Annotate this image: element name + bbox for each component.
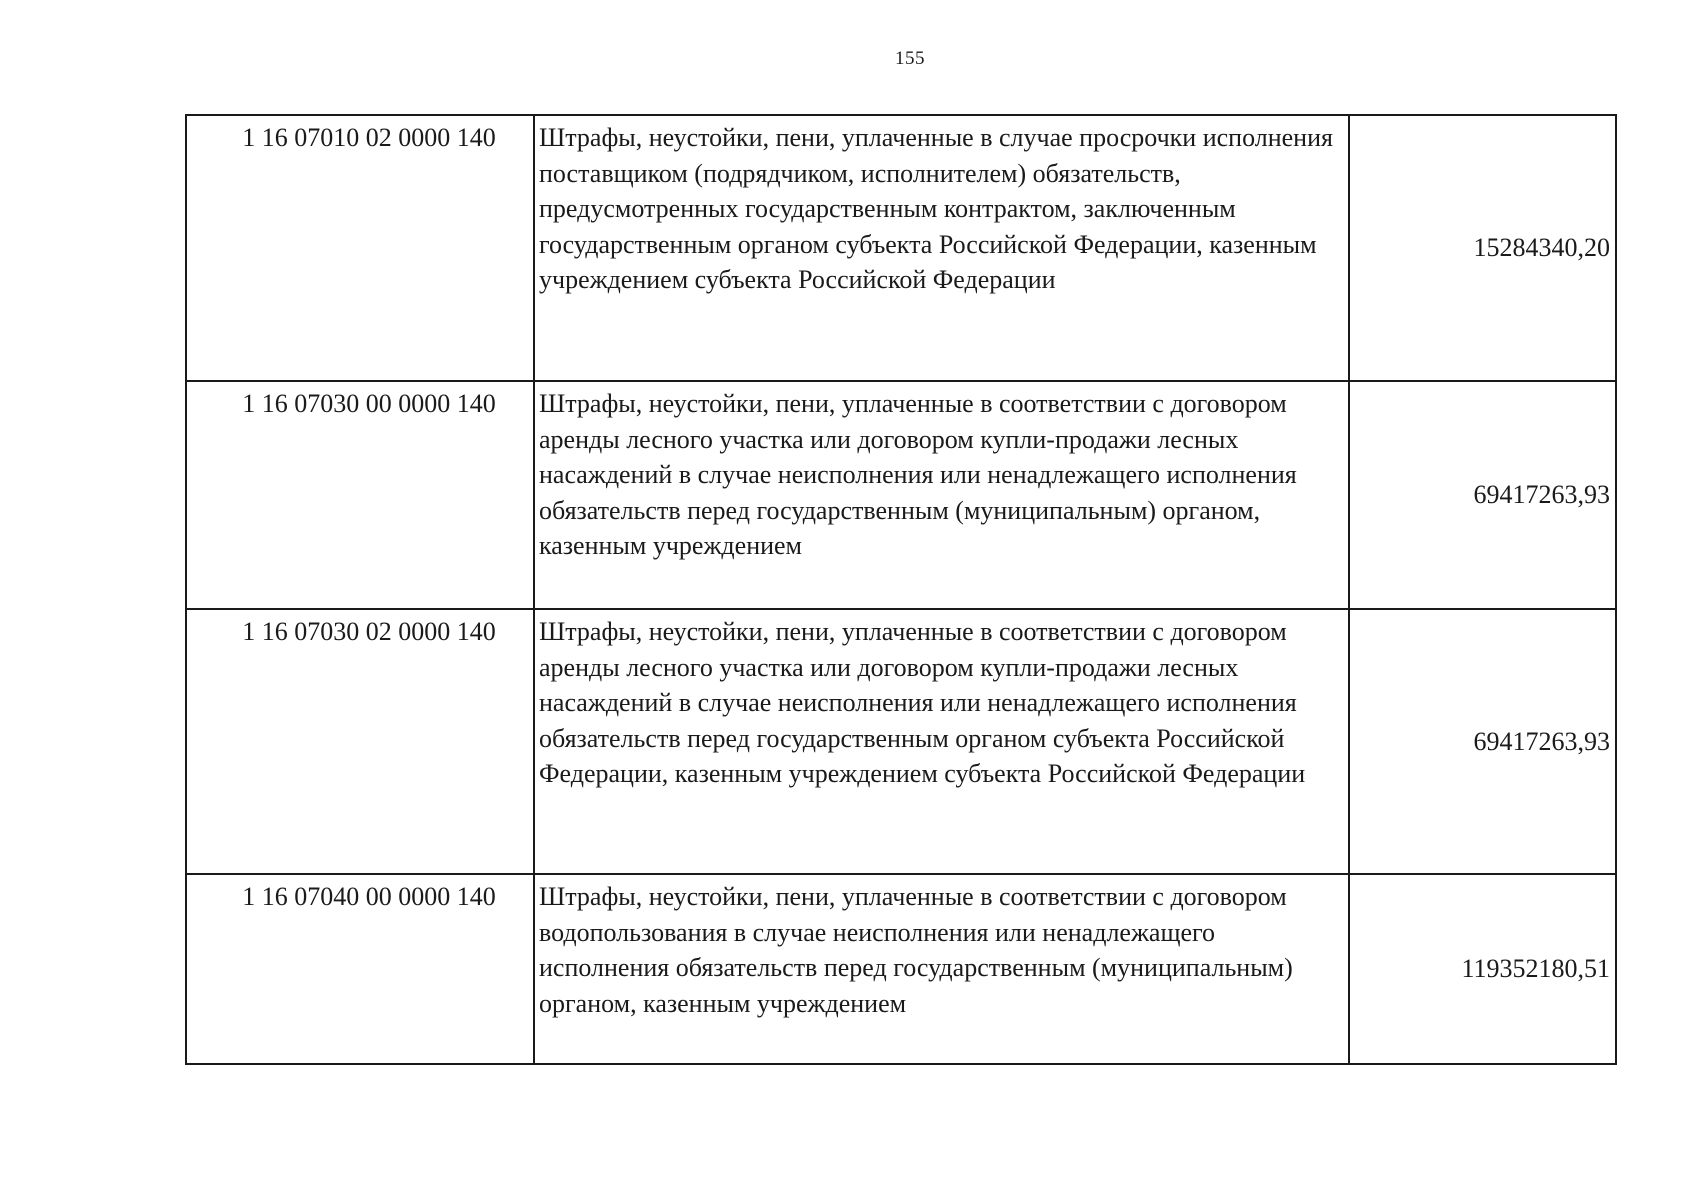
revenue-amount: 15284340,20 (1349, 115, 1616, 381)
revenue-code-cell (186, 115, 534, 381)
page-number: 155 (895, 48, 925, 69)
revenue-description: Штрафы, неустойки, пени, уплаченные в соответствии с договором аренды лесного участка или договором купли-продажи лесных насаждений в случае неисполнения или ненадлежащего исполнения обязательств перед государственным органом субъекта Российской Федерации, казенным учреждением субъекта Российской Федерации (534, 609, 1349, 874)
revenue-description: Штрафы, неустойки, пени, уплаченные в соответствии с договором водопользования в случае неисполнения или ненадлежащего исполнения обязательств перед государственным (муниципальным) органом, казенным учреждением (534, 874, 1349, 1064)
table-row (186, 115, 1616, 381)
revenue-code: 1 16 07030 00 0000 140 (242, 389, 496, 418)
revenue-code: 1 16 07030 02 0000 140 (242, 617, 496, 646)
revenue-description: Штрафы, неустойки, пени, уплаченные в соответствии с договором аренды лесного участка или договором купли-продажи лесных насаждений в случае неисполнения или ненадлежащего исполнения обязательств перед государственным (муниципальным) органом, казенным учреждением (534, 381, 1349, 609)
table-row (186, 609, 1616, 874)
budget-revenue-table (185, 114, 1617, 1065)
revenue-code-cell (186, 874, 534, 1064)
revenue-code: 1 16 07040 00 0000 140 (242, 882, 496, 911)
revenue-amount: 69417263,93 (1349, 609, 1616, 874)
revenue-amount: 119352180,51 (1349, 874, 1616, 1064)
revenue-code-cell (186, 609, 534, 874)
table-row (186, 874, 1616, 1064)
revenue-description: Штрафы, неустойки, пени, уплаченные в случае просрочки исполнения поставщиком (подрядчиком, исполнителем) обязательств, предусмотренных государственным контрактом, заключенным государственным органом субъекта Российской Федерации, казенным учреждением субъекта Российской Федерации (534, 115, 1349, 381)
revenue-code-cell (186, 381, 534, 609)
revenue-amount: 69417263,93 (1349, 381, 1616, 609)
table-row (186, 381, 1616, 609)
revenue-code: 1 16 07010 02 0000 140 (242, 123, 496, 152)
